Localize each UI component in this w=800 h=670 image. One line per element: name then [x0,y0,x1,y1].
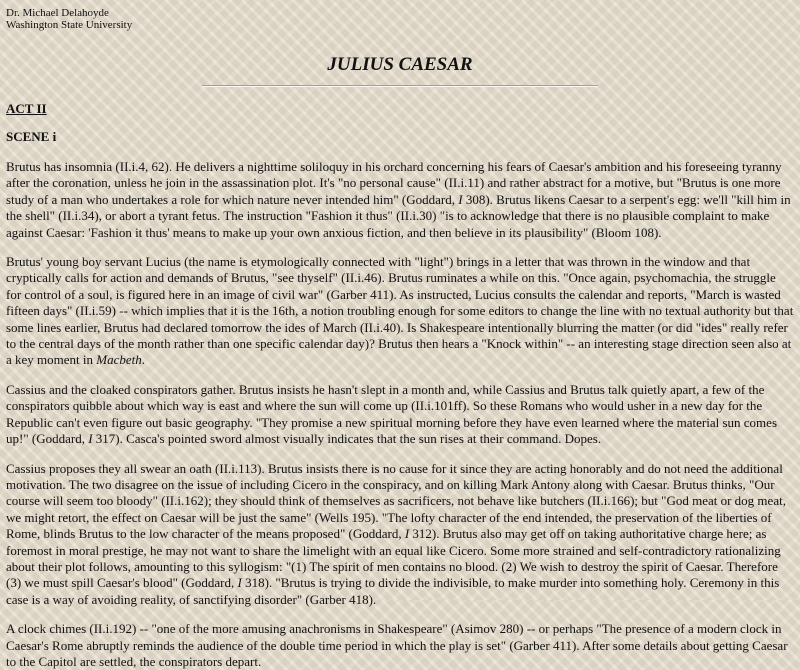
body-paragraph [6,254,794,369]
text-run: Cassius and the cloaked conspirators gather. Brutus insists he hasn't slept in a month and, while Cassius and Brutus talk quietly apart, a few of the conspirators quibble about which way is east and where the sun will come up (II.i.101ff). So these Romans who would usher in a new day for the Republic can't even figure out basic geography. "They promise a new spiritual morning before they have even learned where the material sun comes up!" (Goddard, [6,381,777,447]
scene-heading: SCENE i [6,129,57,144]
author-name: Dr. Michael Delahoyde [6,7,109,19]
text-run: Cassius proposes they all swear an oath (II.i.113). Brutus insists there is no cause for it since they are acting honorably and do not need the additional motivation. The two disagree on the issue of including Cicero in the conspiracy, and on killing Mark Antony along with Caesar. Brutus thinks, "Our course will seem too bloody" (II.i.162); they should think of themselves as sacrificers, not behave like butchers (II.i.166); but "God meat or dog meat, we might retort, the effect on Caesar will be just the same" (Wells 195). "The lofty character of the end intended, the preservation of the liberties of Rome, blinds Brutus to the low character of the means proposed" (Goddard, [6,460,786,542]
text-run: 308). Brutus likens Caesar to a serpent's egg: we'll "kill him in the shell" (II.i.34), or abort a tyrant fetus. The instruction "Fashion it thus" (II.i.30) "is to acknowledge that there is no plausible complaint to make against Caesar: 'Fashion it thus' means to make up your own anxious fiction, and then believe in its plausibility" (Bloom 108). [6,191,791,240]
page-content [6,7,794,670]
text-run: 317). Casca's pointed sword almost visually indicates that the sun rises at their command. Dopes. [92,431,602,447]
body-paragraph [6,621,794,670]
body-paragraph [6,382,794,448]
body-paragraph [6,159,794,241]
italic-run: I [237,575,242,591]
italic-run: I [88,431,93,447]
act-heading: ACT II [6,101,47,116]
body-text [6,159,794,670]
italic-run: I [404,526,410,542]
page-title: JULIUS CAESAR [327,54,473,75]
text-run: 318). "Brutus is trying to divide the indivisible, to make murder into something holy. Ceremony in this case is a way of avoiding reality, of sanctifying disorder" (Garber 418). [6,575,780,607]
text-run: . [141,352,145,368]
body-paragraph [6,461,794,609]
author-institution: Washington State University [6,19,133,31]
text-run: Brutus' young boy servant Lucius (the name is etymologically connected with "light") brings in a letter that was thrown in the window and that cryptically calls for action and demands of Brutus, "see thyself" (II.i.46). Brutus ruminates a while on this. "Once again, psychomachia, the struggle for control of a soul, is figured here in an image of civil war" (Garber 411). As instructed, Lucius consults the calendar and reports, "March is wasted fifteen days" (II.i.59) -- which implies that it is the 16th, a notion troubling enough for some editors to change the line with no textual authority but that some lines earlier, Brutus had declared tomorrow the ides of March (II.i.40). Is Shakespeare intentionally blurring the matter (or did "ides" really refer to the central days of the month rather than one specific calendar day)? Brutus then hears a "Knock within" -- an interesting stage direction seen also at a key moment in [6,254,794,368]
title-divider [202,85,598,87]
author-byline [6,7,794,31]
italic-run: Macbeth [96,352,142,368]
italic-run: I [458,191,463,207]
text-run: 312). Brutus also may get off on taking authoritative charge here; as foremost in moral prestige, he may not want to share the limelight with an equal like Cicero. Some more strained and self-contradictory rationalizing about their plot follows, amounting to this syllogism: "(1) The spirit of men contains no blood. (2) We wish to destroy the spirit of Caesar. Therefore (3) we must spill Caesar's blood" (Goddard, [6,526,781,591]
text-run: A clock chimes (II.i.192) -- "one of the more amusing anachronisms in Shakespeare" (Asimov 280) -- or perhaps "The presence of a modern clock in Caesar's Rome abruptly reminds the audience of the double time period in which the play is set" (Garber 411). After some details about getting Caesar to the Capitol are settled, the conspirators depart. [6,621,788,669]
text-run: Brutus has insomnia (II.i.4, 62). He delivers a nighttime soliloquy in his orchard concerning his fears of Caesar's ambition and his foreseeing tyranny after the coronation, unless he join in the assassination plot. It's "no personal cause" (II.i.11) and rather abstract for a motive, but "Brutus is one more study of a man who undertakes a role for which nature never intended him" (Goddard, [6,159,782,207]
